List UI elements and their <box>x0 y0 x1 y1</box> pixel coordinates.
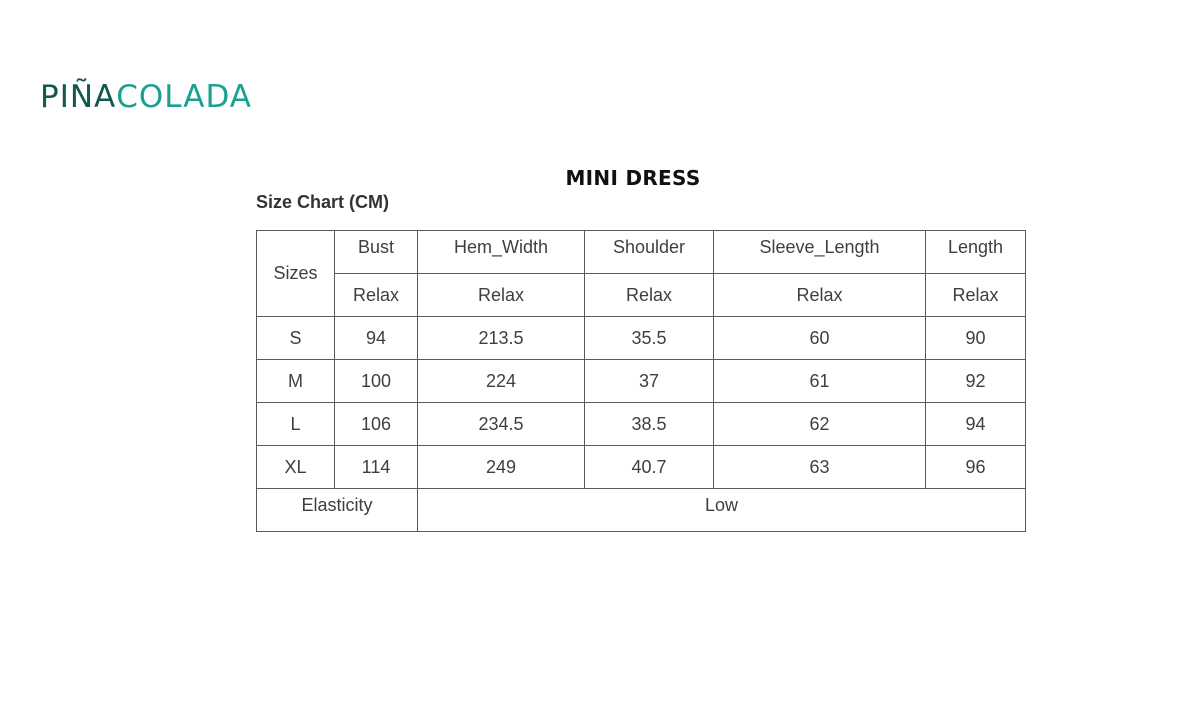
sizes-header-cell: Sizes <box>257 231 335 317</box>
logo-text-light: COLADA <box>116 79 253 115</box>
size-label-cell: XL <box>257 446 335 489</box>
table-cell: 114 <box>335 446 418 489</box>
table-cell: 234.5 <box>418 403 585 446</box>
column-header-length: Length <box>926 231 1026 274</box>
table-fit-row <box>257 274 1026 317</box>
size-chart-caption: Size Chart (CM) <box>256 192 390 212</box>
table-cell: 38.5 <box>585 403 714 446</box>
table-row <box>257 360 1026 403</box>
table-cell: 92 <box>926 360 1026 403</box>
page-title: MINI DRESS <box>565 166 701 190</box>
table-header-row <box>257 231 1026 274</box>
size-label-cell: M <box>257 360 335 403</box>
fit-cell-length: Relax <box>926 274 1026 317</box>
elasticity-value-cell: Low <box>418 489 1026 532</box>
table-row <box>257 403 1026 446</box>
table-cell: 94 <box>335 317 418 360</box>
fit-cell-shoulder: Relax <box>585 274 714 317</box>
column-header-sleeve-length: Sleeve_Length <box>714 231 926 274</box>
column-header-bust: Bust <box>335 231 418 274</box>
logo-text-dark: PIÑA <box>40 79 117 115</box>
brand-logo <box>40 74 252 120</box>
size-label-cell: L <box>257 403 335 446</box>
table-row <box>257 317 1026 360</box>
table-cell: 106 <box>335 403 418 446</box>
fit-cell-bust: Relax <box>335 274 418 317</box>
table-cell: 61 <box>714 360 926 403</box>
table-cell: 37 <box>585 360 714 403</box>
table-cell: 96 <box>926 446 1026 489</box>
table-cell: 40.7 <box>585 446 714 489</box>
table-cell: 213.5 <box>418 317 585 360</box>
table-row <box>257 446 1026 489</box>
table-cell: 100 <box>335 360 418 403</box>
elasticity-label-cell: Elasticity <box>257 489 418 532</box>
table-cell: 249 <box>418 446 585 489</box>
size-chart-table <box>256 230 1026 532</box>
table-cell: 94 <box>926 403 1026 446</box>
table-cell: 90 <box>926 317 1026 360</box>
table-cell: 63 <box>714 446 926 489</box>
column-header-shoulder: Shoulder <box>585 231 714 274</box>
column-header-hem-width: Hem_Width <box>418 231 585 274</box>
elasticity-row <box>257 489 1026 532</box>
table-cell: 62 <box>714 403 926 446</box>
fit-cell-sleeve-length: Relax <box>714 274 926 317</box>
size-label-cell: S <box>257 317 335 360</box>
table-cell: 60 <box>714 317 926 360</box>
fit-cell-hem-width: Relax <box>418 274 585 317</box>
table-cell: 35.5 <box>585 317 714 360</box>
table-cell: 224 <box>418 360 585 403</box>
